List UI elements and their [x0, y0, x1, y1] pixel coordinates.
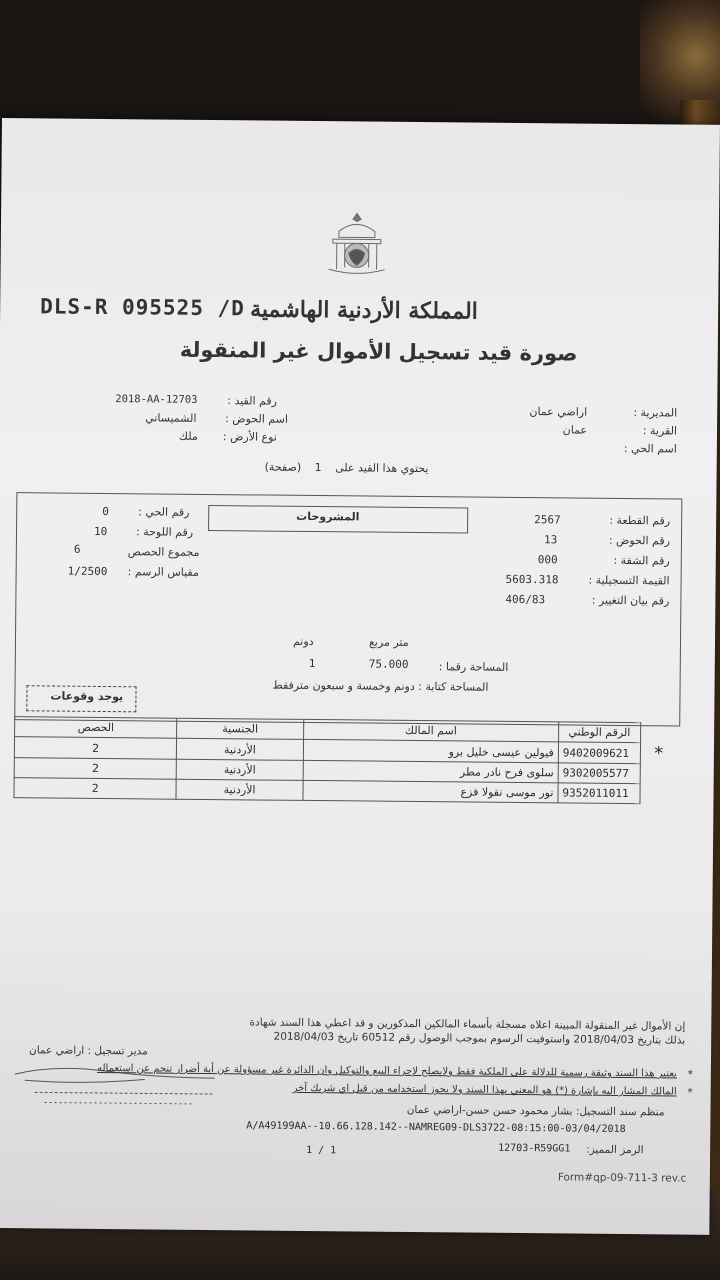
nationality-cell: الأردنية [177, 759, 303, 780]
pages-statement [265, 461, 429, 476]
shares-cell: 2 [14, 758, 177, 780]
trace-line: A/A49199AA--10.66.128.142--NAMREG09-DLS3722-08:15:00-03/04/2018 [246, 1120, 626, 1136]
district-name-label: اسم الحي : [623, 441, 677, 456]
entry-number-value: 2018-AA-12703 [115, 393, 198, 406]
total-shares-value: 6 [73, 542, 81, 556]
organizer-line: منظم سند التسجيل: بشار محمود حسن حسن-اراضي عمان [406, 1103, 665, 1119]
parcel-number-value: 2567 [534, 513, 561, 527]
apartment-number-value: 000 [537, 553, 558, 567]
basin-name-value: الشميساني [145, 411, 197, 425]
page-indicator: 1 / 1 [306, 1144, 337, 1157]
apartment-number-label: رقم الشقة : [613, 553, 670, 568]
basin-number-label: رقم الحوض : [608, 533, 671, 548]
land-type-value: ملك [178, 429, 198, 443]
change-statement-label: رقم بيان التغيير : [591, 593, 670, 608]
primary-owner-star: * [654, 742, 664, 764]
parcel-number-label: رقم القطعة : [609, 513, 671, 528]
scale-value: 1/2500 [67, 564, 108, 579]
national-id-cell: 9402009621 [558, 742, 640, 764]
national-id-cell: 9352011011 [558, 783, 640, 804]
owner-star [640, 764, 678, 784]
area-written: المساحة كتابة : دونم وخمسة و سبعون مترفقط [272, 678, 489, 694]
total-shares-label: مجموع الحصص [127, 545, 200, 559]
unique-code-label: الرمز المميز: [586, 1143, 644, 1157]
entry-number-label: رقم القيد : [227, 394, 278, 408]
nationality-cell: الأردنية [176, 779, 302, 800]
incidents-label: يوجد وقوعات [50, 689, 124, 704]
district-number-value: 0 [102, 504, 109, 519]
form-code: Form#qp-09-711-3 rev.c [557, 1171, 687, 1185]
pages-count: 1 [314, 461, 322, 475]
directorate-value: اراضي عمان [529, 405, 588, 419]
document-serial: DLS-R 095525 /D [40, 294, 245, 321]
registered-value-value: 5603.318 [505, 572, 559, 587]
owner-name-cell: نور موسى نقولا فزع [303, 780, 558, 802]
area-numeric-label: المساحة رقما : [438, 660, 509, 674]
pages-unit: (صفحة) [264, 460, 302, 474]
plate-number-label: رقم اللوحة : [135, 525, 194, 539]
certificate-line-2: بذلك بتاريخ 2018/04/03 واستوفيت الرسوم بموجب الوصول رقم 60512 تاريخ 2018/04/03 [273, 1030, 686, 1047]
national-id-header: الرقم الوطني [558, 722, 640, 743]
note-1-star: * [687, 1068, 693, 1081]
area-dunum-header: دونم [292, 634, 314, 649]
registered-value-label: القيمة التسجيلية : [588, 573, 670, 588]
plate-number-value: 10 [93, 524, 108, 539]
registration-document [0, 118, 720, 1235]
remarks-label: المشروحات [296, 509, 360, 524]
official-note-2: المالك المشار اليه بإشارة (*) هو المعني بهذا السند ولا يجوز استخدامه من قبل اي شريك آخر [292, 1082, 677, 1098]
land-type-label: نوع الأرض : [222, 430, 277, 444]
national-id-cell: 9302005577 [558, 763, 640, 784]
owners-table [13, 716, 678, 804]
owner-name-cell: سلوى فرح نادر مطر [303, 760, 558, 782]
area-sqm-value: 75.000 [368, 657, 409, 671]
nationality-header: الجنسية [177, 718, 303, 739]
shares-header: الحصص [15, 717, 178, 739]
pages-text: يحتوي هذا القيد على [335, 461, 429, 476]
page-title: صورة قيد تسجيل الأموال غير المنقولة [179, 337, 578, 366]
unique-code-value: 12703-R59GG1 [498, 1142, 571, 1155]
owner-name-cell: فيولين عيسى خليل برو [303, 739, 558, 762]
scale-label: مقياس الرسم : [127, 565, 199, 579]
area-sqm-header: متر مربع [368, 635, 409, 649]
village-value: عمان [562, 423, 588, 437]
registration-manager: مدير تسجيل : اراضي عمان [28, 1044, 148, 1058]
shares-cell: 2 [14, 778, 177, 800]
area-dunum-value: 1 [308, 656, 316, 671]
owner-star [640, 784, 678, 804]
basin-name-label: اسم الحوض : [225, 412, 288, 426]
certificate-line-1: إن الأموال غير المنقولة المبينة اعلاه مسجلة بأسماء المالكين المذكورين و قد اعطي هذا السند شهادة [249, 1016, 686, 1033]
kingdom-name: المملكة الأردنية الهاشمية [250, 296, 478, 325]
nationality-cell: الأردنية [177, 738, 303, 760]
change-statement-value: 406/83 [505, 592, 546, 607]
shares-cell: 2 [14, 737, 177, 760]
note-2-star: * [687, 1086, 693, 1099]
royal-emblem-icon [318, 209, 395, 278]
district-number-label: رقم الحي : [138, 505, 190, 519]
basin-number-value: 13 [543, 533, 558, 547]
directorate-label: المديرية : [633, 406, 678, 420]
official-note-1: يعتبر هذا السند وثيقة رسمية للدلالة على الملكية فقط ولايصلح لإجراء البيع والتوكيل وان الدائرة غير مسؤولة عن أية أضرار تنجم عن استعماله [97, 1062, 677, 1080]
owner-name-header: اسم المالك [303, 719, 558, 741]
village-label: القرية : [642, 424, 678, 438]
